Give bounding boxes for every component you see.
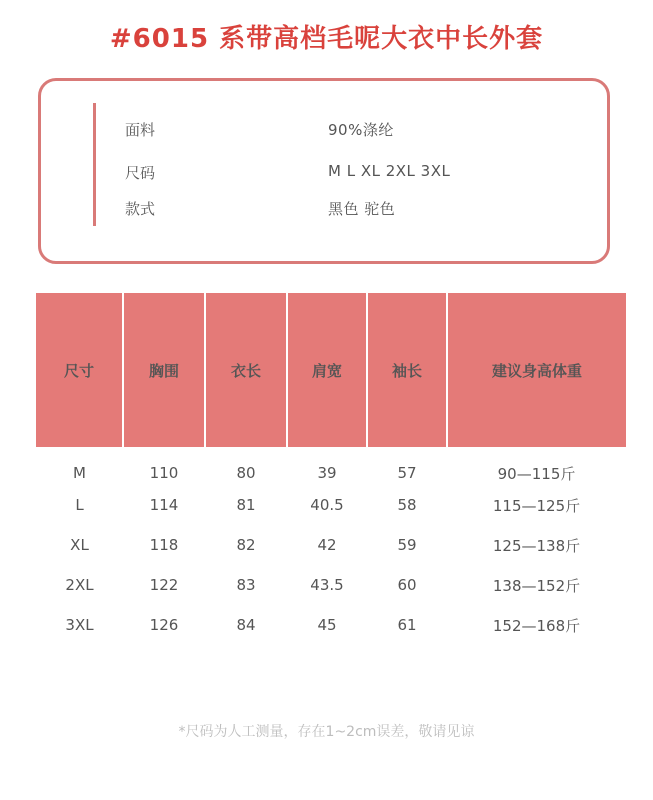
header-shoulder: 肩宽 <box>287 293 367 447</box>
style-label: 款式 <box>125 200 156 218</box>
table-cell: 39 <box>317 464 337 482</box>
product-info-card <box>38 78 610 264</box>
measurement-note: *尺码为人工测量，存在1~2cm误差，敬请见谅 <box>178 724 475 740</box>
table-cell: 43.5 <box>310 576 344 594</box>
fabric-value: 90%涤纶 <box>328 121 394 139</box>
table-cell: 122 <box>149 576 179 594</box>
table-cell: L <box>75 496 84 514</box>
header-size: 尺寸 <box>36 293 123 447</box>
table-cell: 3XL <box>65 616 94 634</box>
table-cell: 81 <box>236 496 256 514</box>
table-cell: 42 <box>317 536 337 554</box>
table-cell: M <box>73 464 86 482</box>
size-label: 尺码 <box>125 164 156 182</box>
table-row <box>36 605 626 645</box>
header-bust: 胸围 <box>123 293 205 447</box>
table-cell: 57 <box>397 464 417 482</box>
table-cell: 138—152斤 <box>492 576 581 595</box>
table-cell: 58 <box>397 496 417 514</box>
size-value: M L XL 2XL 3XL <box>328 162 451 180</box>
accent-bar <box>93 103 96 226</box>
fabric-label: 面料 <box>125 121 156 139</box>
header-recommend: 建议身高体重 <box>447 293 626 447</box>
table-cell: 152—168斤 <box>492 616 581 635</box>
table-cell: 82 <box>236 536 256 554</box>
table-cell: 83 <box>236 576 256 594</box>
table-cell: XL <box>70 536 89 554</box>
table-cell: 80 <box>236 464 256 482</box>
table-cell: 45 <box>317 616 337 634</box>
table-cell: 110 <box>149 464 179 482</box>
page-title: #6015 系带高档毛呢大衣中长外套 <box>109 24 544 54</box>
table-cell: 125—138斤 <box>492 536 581 555</box>
table-cell: 118 <box>149 536 179 554</box>
table-cell: 115—125斤 <box>492 496 581 515</box>
table-header-row <box>36 293 626 447</box>
table-cell: 60 <box>397 576 417 594</box>
table-cell: 2XL <box>65 576 94 594</box>
table-row <box>36 447 626 485</box>
table-cell: 90—115斤 <box>497 464 576 483</box>
table-cell: 40.5 <box>310 496 344 514</box>
header-sleeve: 袖长 <box>367 293 447 447</box>
size-chart-table <box>36 293 626 645</box>
table-cell: 126 <box>149 616 179 634</box>
table-cell: 114 <box>149 496 179 514</box>
style-value: 黑色 驼色 <box>328 200 396 218</box>
table-row <box>36 485 626 525</box>
table-row <box>36 565 626 605</box>
table-cell: 61 <box>397 616 417 634</box>
table-cell: 84 <box>236 616 256 634</box>
table-row <box>36 525 626 565</box>
table-cell: 59 <box>397 536 417 554</box>
header-length: 衣长 <box>205 293 287 447</box>
